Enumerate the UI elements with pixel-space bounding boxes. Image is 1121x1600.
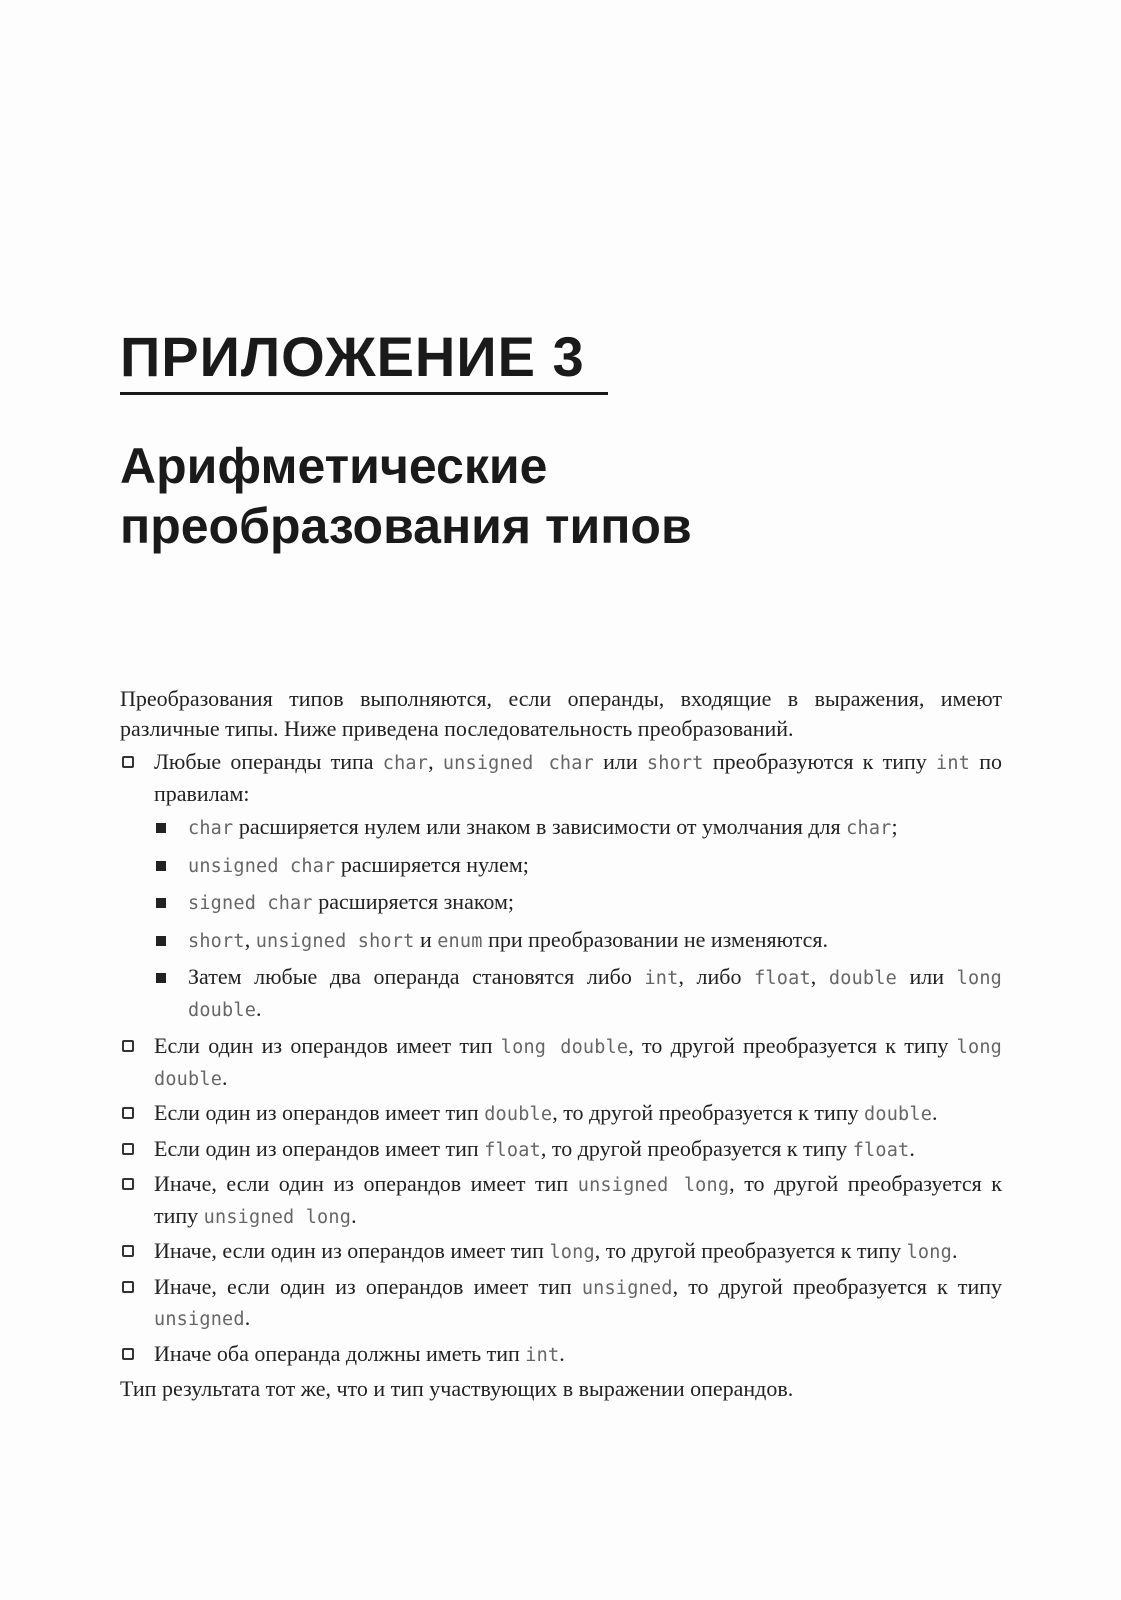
chapter-title-line-1: Арифметические (120, 438, 548, 494)
text-run: или (896, 964, 957, 989)
code-term: long (549, 1242, 595, 1263)
text-run: или (593, 749, 647, 774)
text-run: Любые операнды типа (154, 749, 383, 774)
text-run: . (909, 1135, 915, 1161)
sub-rule-item (154, 850, 1002, 882)
code-term: double (864, 1104, 933, 1125)
code-term: char (382, 753, 429, 774)
text-run: , (244, 926, 256, 952)
code-term: float (852, 1139, 910, 1161)
square-bullet-icon (156, 973, 166, 983)
sub-rule-item (154, 812, 1002, 844)
text-run: . (951, 1238, 958, 1263)
rule-item (120, 1098, 1002, 1130)
text-run: Затем любые два операнда становятся либо (188, 964, 645, 989)
text-run: , то другой преобразуется к типу (628, 1033, 957, 1058)
text-run: , (810, 964, 829, 989)
rule-item (120, 1134, 1002, 1166)
code-term: float (754, 968, 811, 989)
code-term: unsigned char (188, 855, 336, 877)
text-run: , то другой преобразуется к типу (552, 1100, 865, 1125)
rule-item (120, 1272, 1002, 1335)
text-run: Иначе, если один из операндов имеет тип (154, 1273, 582, 1299)
text-run: , то другой преобразуется к типу (594, 1238, 907, 1263)
rule-item (120, 1339, 1002, 1371)
code-term: long double (188, 968, 1002, 1021)
text-run: , то другой преобразуется к типу (154, 1171, 1002, 1228)
rule-text (154, 749, 1002, 806)
code-term: int (935, 753, 970, 774)
text-run: Иначе оба операнда должны иметь тип (154, 1340, 526, 1366)
sub-rule-text (188, 889, 514, 914)
rule-text (154, 1274, 1002, 1331)
code-term: short (646, 753, 704, 774)
code-term: int (525, 1344, 560, 1366)
text-run: Если один из операндов имеет тип (154, 1100, 485, 1125)
sub-rule-item (154, 962, 1002, 1025)
text-run: расширяется знаком; (312, 889, 515, 914)
appendix-underline (120, 392, 608, 395)
code-term: unsigned char (442, 753, 594, 774)
checkbox-bullet-icon (122, 1245, 134, 1257)
intro-paragraph: Преобразования типов выполняются, если операнды, входящие в выражения, имеют различные типы. Ниже приведена последовательность преобразований. (120, 686, 1002, 741)
rule-item (120, 1031, 1002, 1094)
code-term: int (644, 968, 679, 989)
appendix-label: ПРИЛОЖЕНИЕ 3 (120, 325, 585, 388)
code-term: long double (154, 1037, 1003, 1090)
text-run: , то другой преобразуется к типу (672, 1273, 1002, 1299)
text-run: Иначе, если один из операндов имеет тип (154, 1238, 550, 1263)
text-run: . (244, 1305, 251, 1330)
square-bullet-icon (156, 936, 166, 946)
text-run: расширяется нулем или знаком в зависимости от умолчания для (233, 814, 847, 839)
rule-item (120, 747, 1002, 1025)
text-run: . (256, 995, 262, 1021)
chapter-title-line-2: преобразования типов (120, 498, 692, 554)
text-run: , то другой преобразуется к типу (540, 1135, 853, 1161)
sub-rule-text (188, 814, 898, 839)
text-run: . (351, 1202, 357, 1228)
chapter-title (120, 436, 1020, 556)
text-run: по правилам: (154, 749, 1002, 806)
text-run: ; (891, 814, 898, 839)
code-term: long (906, 1242, 952, 1263)
sub-rule-text (188, 852, 529, 877)
code-term: unsigned (581, 1277, 673, 1299)
sub-rules-list (154, 812, 1002, 1025)
code-term: signed char (188, 893, 313, 914)
square-bullet-icon (156, 861, 166, 871)
checkbox-bullet-icon (122, 756, 134, 768)
code-term: char (846, 818, 892, 839)
code-term: unsigned long (203, 1206, 352, 1228)
code-term: unsigned long (577, 1175, 730, 1196)
square-bullet-icon (156, 898, 166, 908)
checkbox-bullet-icon (122, 1348, 134, 1360)
text-run: при преобразовании не изменяются. (482, 926, 829, 952)
rule-text (154, 1171, 1002, 1228)
rule-item (120, 1236, 1002, 1268)
checkbox-bullet-icon (122, 1107, 134, 1119)
code-term: short (188, 930, 245, 952)
sub-rule-text (188, 964, 1002, 1021)
text-run: Если один из операндов имеет тип (154, 1135, 485, 1161)
sub-rule-item (154, 925, 1002, 957)
code-term: long double (500, 1037, 629, 1058)
text-run: преобразуются к типу (703, 749, 936, 774)
rule-text (154, 1238, 957, 1263)
code-term: double (484, 1104, 553, 1125)
code-term: unsigned (154, 1309, 245, 1330)
checkbox-bullet-icon (122, 1143, 134, 1155)
code-term: char (188, 818, 234, 839)
code-term: double (828, 968, 897, 989)
conclusion-paragraph: Тип результата тот же, что и тип участвующих в выражении операндов. (120, 1376, 794, 1401)
text-run: и (414, 926, 438, 952)
text-run: Если один из операндов имеет тип (154, 1033, 501, 1058)
rule-text (154, 1136, 915, 1161)
text-run: . (559, 1340, 565, 1366)
checkbox-bullet-icon (122, 1281, 134, 1293)
text-run: . (932, 1100, 938, 1125)
square-bullet-icon (156, 823, 166, 833)
code-term: float (484, 1139, 541, 1161)
code-term: unsigned short (255, 930, 415, 952)
text-run: , либо (678, 964, 755, 989)
code-term: enum (437, 930, 483, 952)
body-text (120, 684, 1002, 1404)
text-run: Иначе, если один из операндов имеет тип (154, 1171, 578, 1196)
rule-text (154, 1100, 938, 1125)
text-run: расширяется нулем; (335, 851, 529, 877)
sub-rule-text (188, 927, 828, 952)
checkbox-bullet-icon (122, 1178, 134, 1190)
sub-rule-item (154, 887, 1002, 919)
rules-list (120, 747, 1002, 1370)
checkbox-bullet-icon (122, 1040, 134, 1052)
rule-text (154, 1033, 1002, 1090)
text-run: . (222, 1064, 228, 1090)
rule-item (120, 1169, 1002, 1232)
text-run: , (428, 749, 443, 774)
rule-text (154, 1341, 565, 1366)
